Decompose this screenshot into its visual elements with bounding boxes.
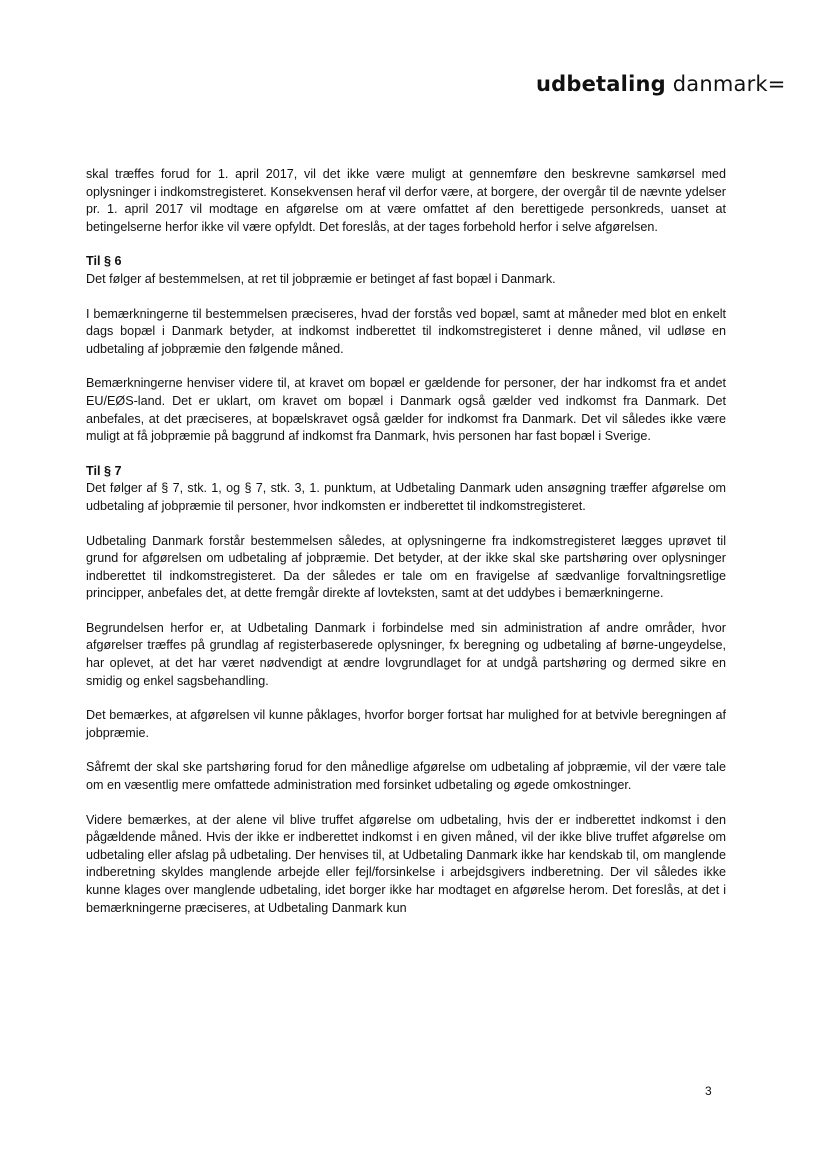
paragraph: Det følger af bestemmelsen, at ret til jobpræmie er betinget af fast bopæl i Danmark. — [86, 271, 556, 286]
paragraph: Såfremt der skal ske partshøring forud for den månedlige afgørelse om udbetaling af jobpræmie, vil der være tale om en væsentlig mere omfattede administration med forsinket udbetaling og øgede omkostninger. — [86, 760, 726, 793]
section-heading-7: Til § 7 — [86, 463, 122, 478]
paragraph: Udbetaling Danmark forstår bestemmelsen således, at oplysningerne fra indkomstregisteret lægges uprøvet til grund for afgørelsen om udbetaling af jobpræmie. Det betyder, at der ikke skal ske partshøring over oplysninger indberettet til indkomstregisteret. Da der således er tale om en fravigelse af sædvanlige forvaltningsretlige principper, anbefales det, at dette fremgår direkte af lovteksten, samt at det uddybes i bemærkningerne. — [86, 533, 726, 601]
paragraph-intro: skal træffes forud for 1. april 2017, vil det ikke være muligt at gennemføre den beskrevne samkørsel med oplysninger i indkomstregisteret. Konsekvensen heraf vil derfor være, at borgere, der overgår til de nævnte ydelser pr. 1. april 2017 vil modtage en afgørelse om at være omfattet af den berettigede personkreds, uanset at betingelserne herfor ikke vil være opfyldt. Det foreslås, at der tages forbehold herfor i selve afgørelsen. — [86, 167, 726, 234]
logo-word-danmark: danmark= — [665, 72, 786, 96]
paragraph: Det følger af § 7, stk. 1, og § 7, stk. 3, 1. punktum, at Udbetaling Danmark uden ansøgning træffer afgørelse om udbetaling af jobpræmie til personer, hvor indkomsten er indberettet til indkomstregisteret. — [86, 481, 726, 513]
paragraph: Det bemærkes, at afgørelsen vil kunne påklages, hvorfor borger fortsat har mulighed for at betvivle beregningen af jobpræmie. — [86, 708, 726, 740]
paragraph: Videre bemærkes, at der alene vil blive truffet afgørelse om udbetaling, hvis der er indberettet indkomst i den pågældende måned. Hvis der ikke er indberettet indkomst i en given måned, vil der ikke blive truffet afgørelse om udbetaling eller afslag på udbetaling. Der henvises til, at Udbetaling Danmark ikke har kendskab til, om manglende indberetning skyldes manglende arbejde eller fejl/forsinkelse i arbejdsgivers indberetning. Der vil således ikke kunne klages over manglende udbetaling, idet borger ikke har modtaget en afgørelse herom. Det foreslås, at det i bemærkningerne præciseres, at Udbetaling Danmark kun — [86, 812, 726, 915]
udbetaling-danmark-logo — [536, 72, 786, 96]
paragraph: Bemærkningerne henviser videre til, at kravet om bopæl er gældende for personer, der har indkomst fra et andet EU/EØS-land. Det er uklart, om kravet om bopæl i Danmark også gælder ved indkomst fra Danmark. Det anbefales, at det præciseres, at bopælskravet også gælder for indkomst fra Danmark. Det vil således ikke være muligt at få jobpræmie på baggrund af indkomst fra Danmark, hvis personen har fast bopæl i Sverige. — [86, 376, 726, 444]
paragraph: Begrundelsen herfor er, at Udbetaling Danmark i forbindelse med sin administration af andre områder, hvor afgørelser træffes på grundlag af registerbaserede oplysninger, fx beregning og udbetaling af børne-ungeydelse, har oplevet, at det har været nødvendigt at ændre lovgrundlaget for at undgå partshøring og dermed sikre en smidig og enkel sagsbehandling. — [86, 620, 726, 688]
logo-word-udbetaling: udbetaling — [536, 72, 666, 96]
page-number: 3 — [705, 1084, 712, 1098]
document-body — [86, 166, 726, 934]
section-heading-6: Til § 6 — [86, 254, 122, 269]
paragraph: I bemærkningerne til bestemmelsen præciseres, hvad der forstås ved bopæl, samt at måneder med blot en enkelt dags bopæl i Danmark betyder, at indkomst indberettet til indkomstregisteret i denne måned, vil udløse en udbetaling af jobpræmie den følgende måned. — [86, 306, 726, 356]
